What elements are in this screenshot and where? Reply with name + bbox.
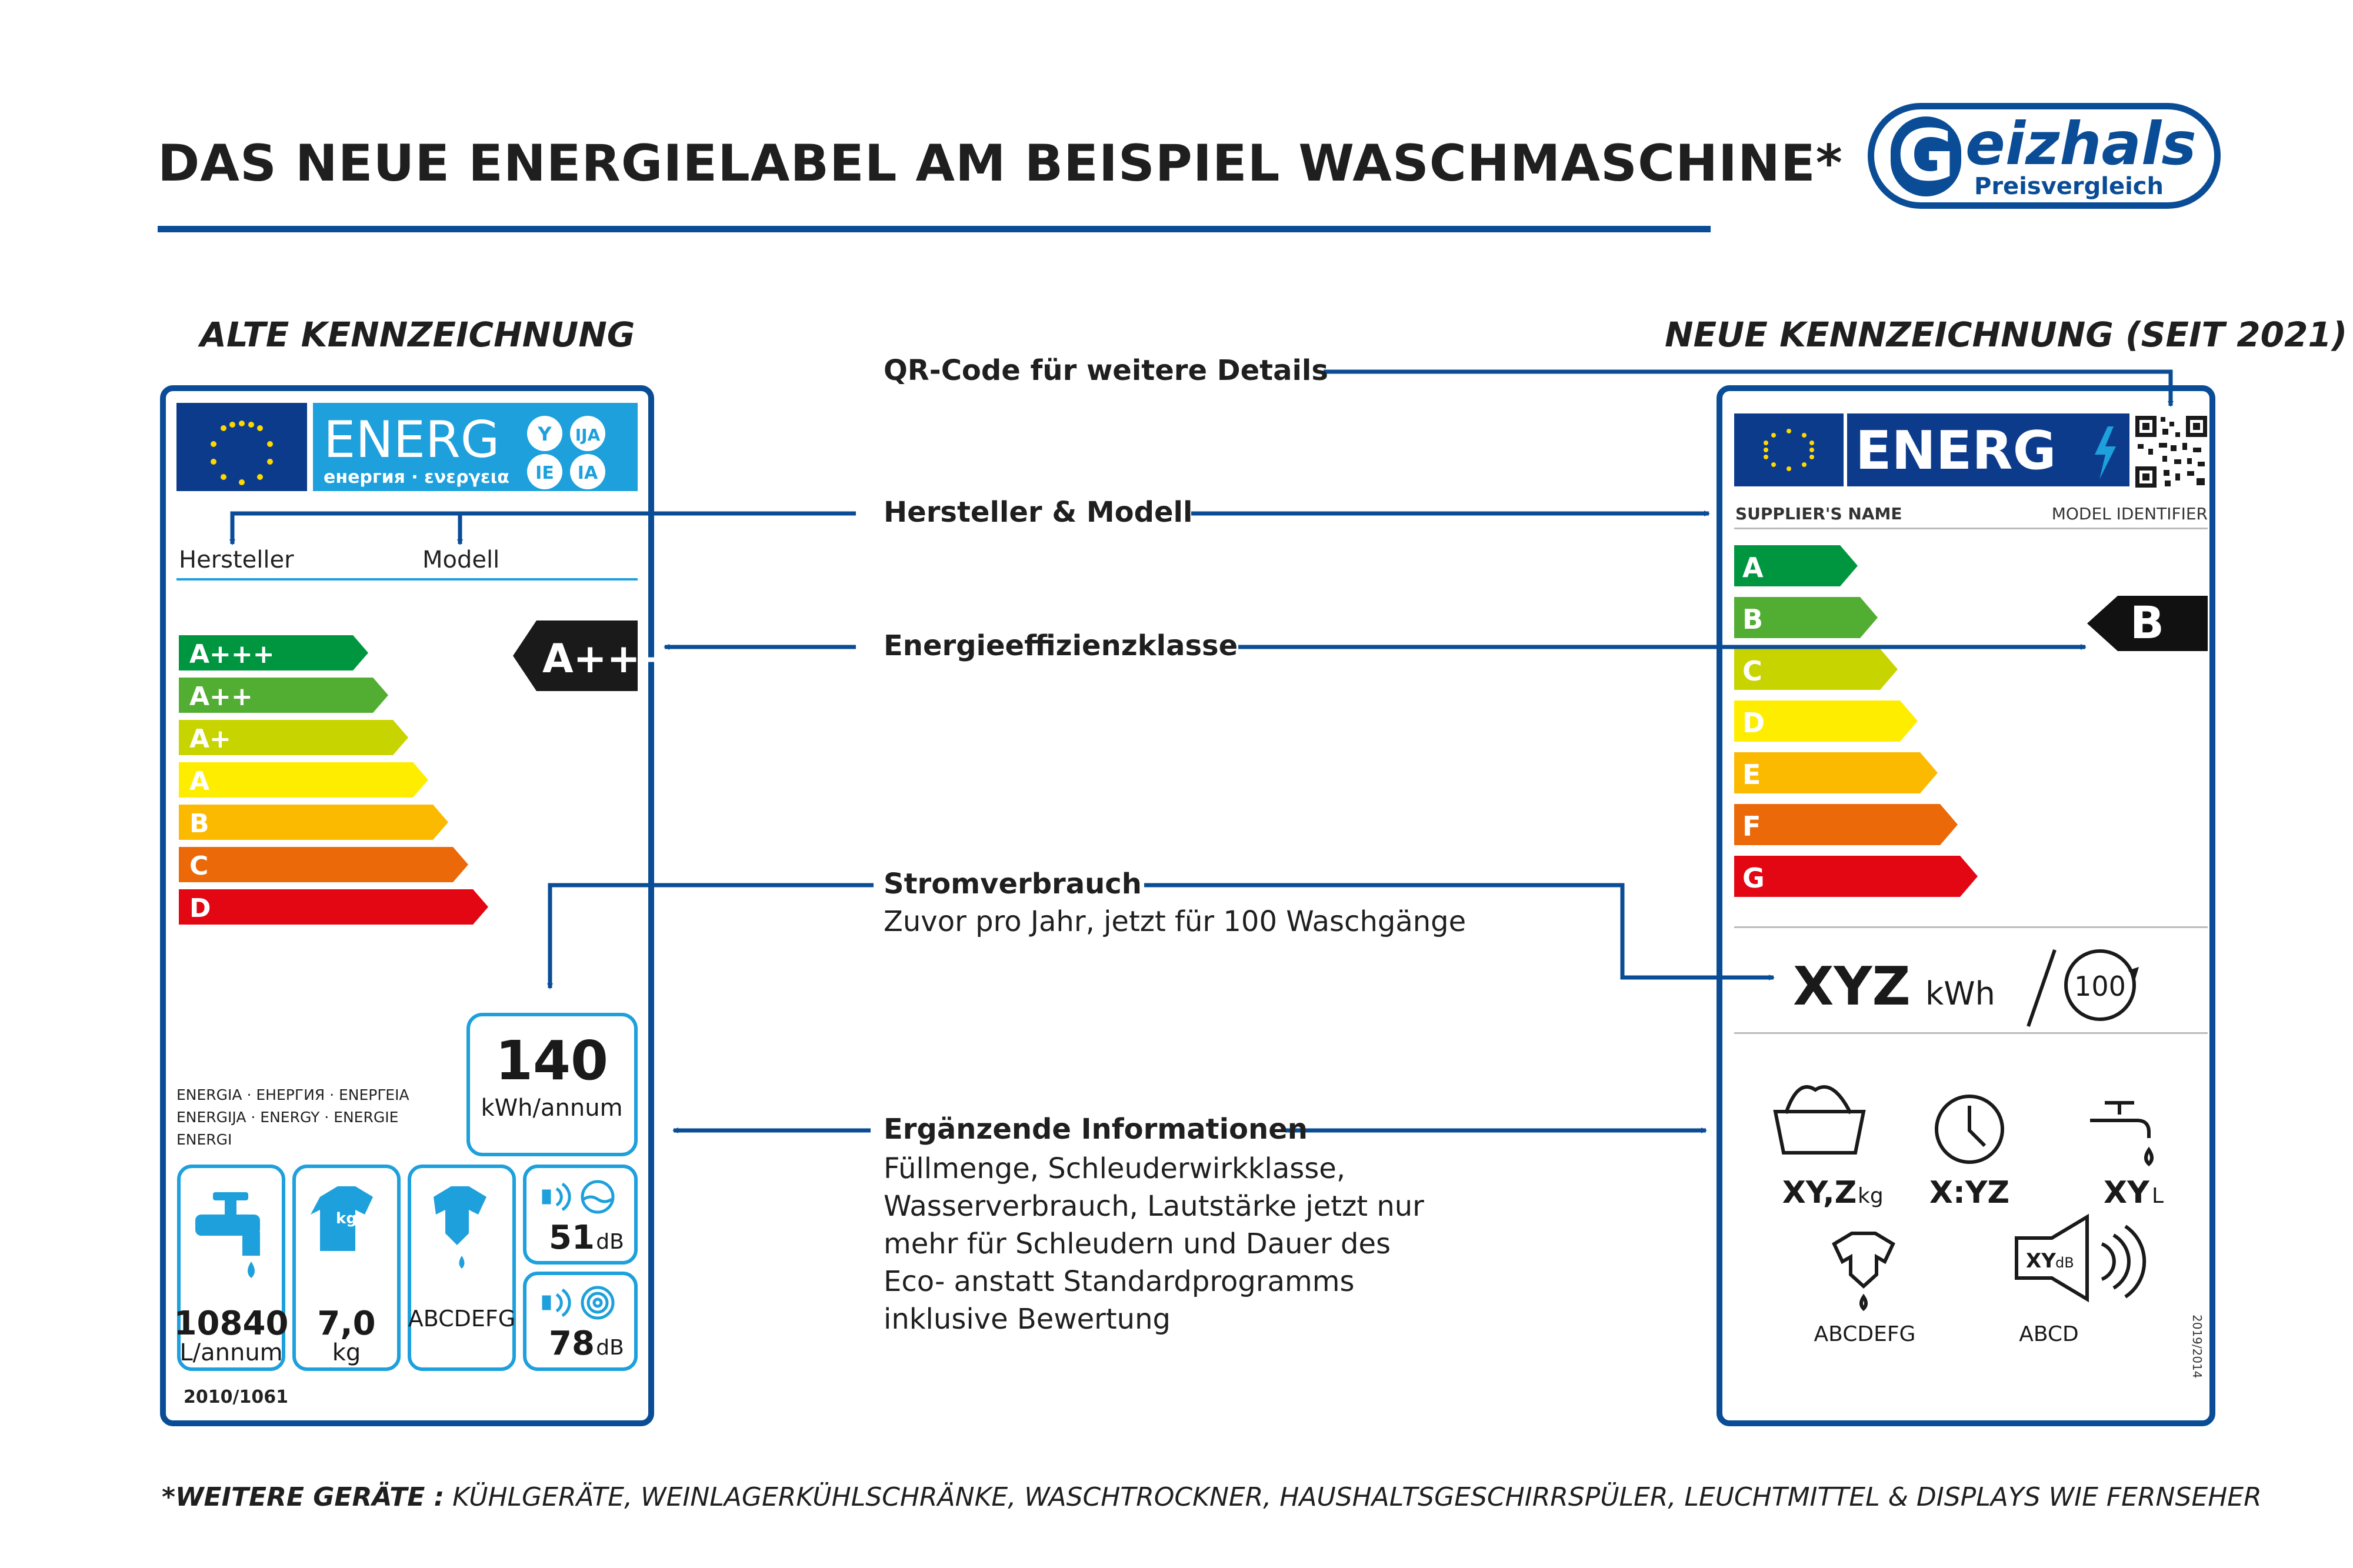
new-regulation: 2019/2014 (2190, 1315, 2204, 1379)
class-bar-label: C (189, 851, 209, 881)
lang-badge: IA (577, 463, 598, 483)
capacity-value: XY,Z (1782, 1175, 1857, 1210)
water-unit: L (2152, 1184, 2164, 1208)
consumption-annotation-text: Zuvor pro Jahr, jetzt für 100 Waschgänge (884, 905, 1467, 938)
water-unit: L/annum (179, 1339, 283, 1366)
model-identifier: MODEL IDENTIFIER (2051, 504, 2208, 523)
logo-wordmark: eizhals (1965, 109, 2197, 178)
new-consumption-value: XYZ (1793, 956, 1911, 1017)
class-bar-label: B (1742, 603, 1764, 635)
supplier-name: SUPPLIER'S NAME (1735, 504, 1902, 523)
class-bar-label: B (189, 809, 209, 839)
energ-word: ENERG (1855, 420, 2057, 482)
extra-info-line: mehr für Schleudern und Dauer des (884, 1227, 1391, 1260)
lang-badge: IJA (575, 425, 601, 445)
noise-wash-unit: dB (596, 1230, 624, 1254)
consumption-value: 140 (495, 1029, 609, 1092)
old-regulation: 2010/1061 (184, 1387, 288, 1407)
energia-line: ENERGIA · ЕНЕРГИЯ · ΕΝΕΡΓΕΙΑ (176, 1086, 409, 1103)
cycles-value: 100 (2074, 970, 2126, 1002)
duration-value: X:YZ (1929, 1175, 2010, 1210)
class-bar-label: D (189, 893, 211, 923)
new-label-heading: NEUE KENNZEICHNUNG (SEIT 2021) (1665, 315, 2348, 355)
old-label-heading: ALTE KENNZEICHNUNG (200, 315, 635, 355)
new-consumption-unit: kWh (1925, 975, 1995, 1012)
extra-info-line: Wasserverbrauch, Lautstärke jetzt nur (884, 1190, 1424, 1223)
class-bar-label: A (189, 766, 210, 796)
footnote (162, 1482, 2262, 1512)
noise-unit: dB (2055, 1255, 2074, 1271)
capacity-unit: kg (332, 1339, 361, 1366)
current-class-label: B (2130, 596, 2164, 649)
class-bar-label: A++ (189, 682, 253, 712)
spin-scale: ABCDEFG (1814, 1322, 1916, 1346)
class-bar-label: G (1742, 862, 1765, 894)
extra-info-annotation-text (884, 1150, 1424, 1338)
page-title: DAS NEUE ENERGIELABEL AM BEISPIEL WASCHMASCHINE* (158, 134, 1843, 193)
qr-annotation: QR-Code für weitere Details (884, 354, 1328, 387)
current-class-label: A+++ (542, 636, 674, 682)
class-bar-label: A+ (189, 724, 231, 754)
noise-scale: ABCD (2019, 1322, 2079, 1346)
energia-line: ENERGI (176, 1131, 232, 1148)
energ-lang-line: енергия · ενεργεια (324, 467, 509, 488)
energ-word: ENERG (324, 411, 500, 469)
noise-spin-value: 78 (549, 1325, 595, 1363)
extra-info-line: Eco- anstatt Standardprogramms (884, 1265, 1355, 1298)
manufacturer-connector (232, 513, 856, 544)
consumption-unit: kWh/annum (481, 1095, 623, 1122)
lang-badge: IE (535, 463, 554, 483)
logo-g-mark: G (1891, 116, 1961, 196)
capacity-value: 7,0 (317, 1305, 376, 1343)
footnote-lead: *WEITERE GERÄTE : (162, 1482, 445, 1512)
kg-icon-label: kg (336, 1210, 357, 1227)
lang-badge: Y (538, 423, 552, 445)
energia-line: ENERGIJA · ENERGY · ENERGIE (176, 1109, 399, 1126)
noise-value: XY (2026, 1249, 2056, 1273)
class-bar-label: F (1742, 810, 1761, 842)
class-bar-label: C (1742, 655, 1762, 687)
class-bar-label: A (1742, 552, 1764, 583)
class-bar-label: A+++ (189, 639, 275, 669)
old-consumption-connector (550, 885, 874, 988)
consumption-annotation-head: Stromverbrauch (884, 868, 1142, 900)
manufacturer-label: Hersteller (179, 546, 294, 573)
capacity-unit: kg (1858, 1184, 1884, 1208)
efficiency-class-annotation: Energieeffizienzklasse (884, 629, 1238, 662)
water-value: 10840 (174, 1305, 289, 1343)
noise-wash-value: 51 (549, 1219, 595, 1257)
noise-spin-unit: dB (596, 1336, 624, 1360)
extra-info-annotation-head: Ergänzende Informationen (884, 1113, 1308, 1146)
extra-info-line: Füllmenge, Schleuderwirkklasse, (884, 1152, 1346, 1185)
manufacturer-model-annotation: Hersteller & Modell (884, 496, 1193, 529)
footnote-text: KÜHLGERÄTE, WEINLAGERKÜHLSCHRÄNKE, WASCHTROCKNER, HAUSHALTSGESCHIRRSPÜLER, LEUCHTMITTEL & DISPLAYS WIE FERNSEHER (444, 1482, 2262, 1512)
qr-connector (1324, 372, 2171, 406)
class-bar-label: D (1742, 707, 1765, 739)
water-value: XY (2104, 1175, 2149, 1210)
model-label: Modell (422, 546, 500, 573)
spin-class-scale: ABCDEFG (408, 1306, 516, 1332)
extra-info-line: inklusive Bewertung (884, 1303, 1171, 1336)
class-bar-label: E (1742, 759, 1761, 790)
logo-tagline: Preisvergleich (1974, 173, 2164, 200)
